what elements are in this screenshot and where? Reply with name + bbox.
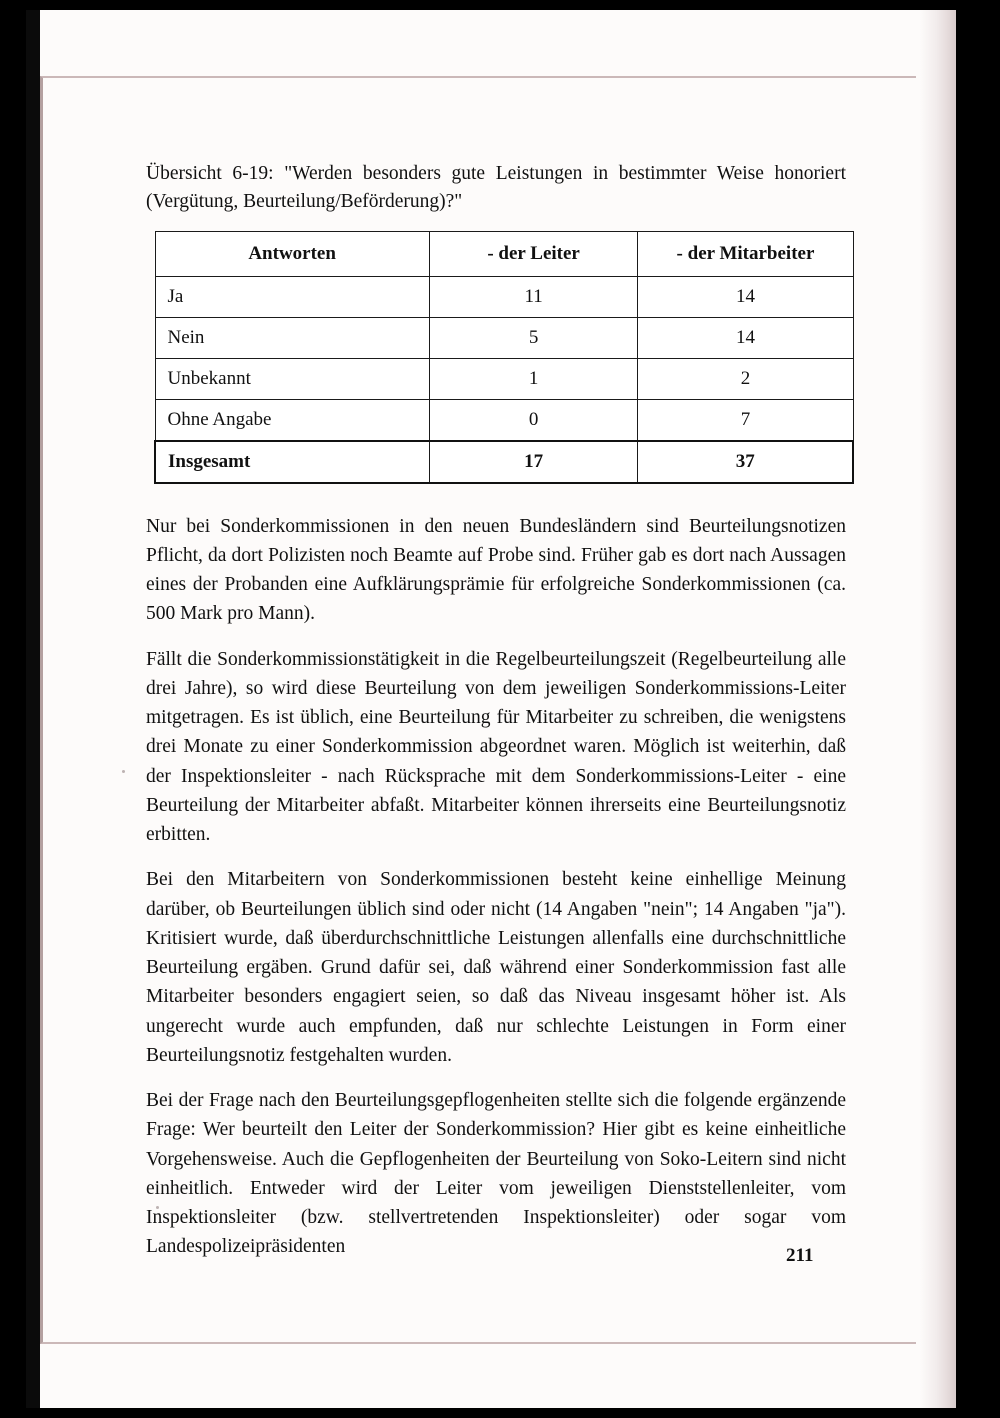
- row-value-mitarbeiter: 14: [638, 276, 853, 317]
- table-header-mitarbeiter: - der Mitarbeiter: [638, 231, 853, 276]
- page-content: [146, 160, 846, 1278]
- paragraph: Fällt die Sonderkommissionstätigkeit in die Regelbeurteilungszeit (Regelbeurteilung alle drei Jahre), so wird diese Beurteilung von dem jeweiligen Sonderkommissions-Leiter mitgetragen. Es ist üblich, eine Beurteilung für Mitarbeiter zu schreiben, die wenigstens drei Monate zu einer Sonderkommission abgeordnet waren. Möglich ist weiterhin, daß der Inspektionsleiter - nach Rücksprache mit dem Sonderkommissions-Leiter - eine Beurteilung der Mitarbeiter abfaßt. Mitarbeiter können ihrerseits eine Beurteilungsnotiz erbitten.: [146, 648, 846, 846]
- paragraph: Bei der Frage nach den Beurteilungsgepflogenheiten stellte sich die folgende ergänzende Frage: Wer beurteilt den Leiter der Sonderkommission? Hier gibt es keine einheitliche Vorgehensweise. Auch die Gepflogenheiten der Beurteilung von Soko-Leitern sind nicht einheitlich. Entweder wird der Leiter vom jeweiligen Dienststellenleiter, vom Inspektionsleiter (bzw. stellvertretenden Inspektionsleiter) oder sogar vom Landespolizeipräsidenten: [146, 1090, 846, 1258]
- paragraph: Nur bei Sonderkommissionen in den neuen Bundesländern sind Beurteilungsnotizen Pflicht, da dort Polizisten noch Beamte auf Probe sind. Früher gab es dort nach Aussagen eines der Probanden eine Aufklärungsprämie für erfolgreiche Sonderkommissionen (ca. 500 Mark pro Mann).: [146, 515, 846, 625]
- total-label: Insgesamt: [155, 441, 429, 483]
- row-label: Ohne Angabe: [155, 399, 429, 441]
- table-row: [155, 276, 853, 317]
- table-header-row: [155, 231, 853, 276]
- paragraph: Bei den Mitarbeitern von Sonderkommissionen besteht keine einhellige Meinung darüber, ob Beurteilungen üblich sind oder nicht (14 Angaben "nein"; 14 Angaben "ja"). Kritisiert wurde, daß überdurchschnittliche Leistungen allenfalls eine durchschnittliche Beurteilung ergäben. Grund dafür sei, daß während einer Sonderkommission fast alle Mitarbeiter besonders engagiert seien, so daß das Niveau insgesamt höher ist. Als ungerecht wurde auch empfunden, daß nur schlechte Leistungen in Form einer Beurteilungsnotiz festgehalten wurden.: [146, 869, 846, 1066]
- page-edge-shading: [920, 10, 956, 1408]
- table-row: [155, 399, 853, 441]
- scanned-page: [26, 10, 956, 1408]
- total-value-mitarbeiter: 37: [638, 441, 853, 483]
- row-value-mitarbeiter: 2: [638, 358, 853, 399]
- row-label: Ja: [155, 276, 429, 317]
- table-caption: Übersicht 6-19: "Werden besonders gute Leistungen in bestimmter Weise honoriert (Vergütung, Beurteilung/Beförderung)?": [146, 163, 846, 213]
- page-number: 211: [786, 1245, 814, 1266]
- survey-table: [154, 231, 854, 484]
- scan-speck: [122, 770, 125, 773]
- row-value-leiter: 0: [429, 399, 638, 441]
- row-value-leiter: 5: [429, 317, 638, 358]
- page-gutter-shadow: [26, 10, 40, 1408]
- row-value-mitarbeiter: 14: [638, 317, 853, 358]
- row-value-leiter: 11: [429, 276, 638, 317]
- row-value-leiter: 1: [429, 358, 638, 399]
- row-label: Unbekannt: [155, 358, 429, 399]
- row-label: Nein: [155, 317, 429, 358]
- table-row: [155, 358, 853, 399]
- table-header-answers: Antworten: [155, 231, 429, 276]
- total-value-leiter: 17: [429, 441, 638, 483]
- table-row: [155, 317, 853, 358]
- table-header-leiter: - der Leiter: [429, 231, 638, 276]
- row-value-mitarbeiter: 7: [638, 399, 853, 441]
- table-total-row: [155, 441, 853, 483]
